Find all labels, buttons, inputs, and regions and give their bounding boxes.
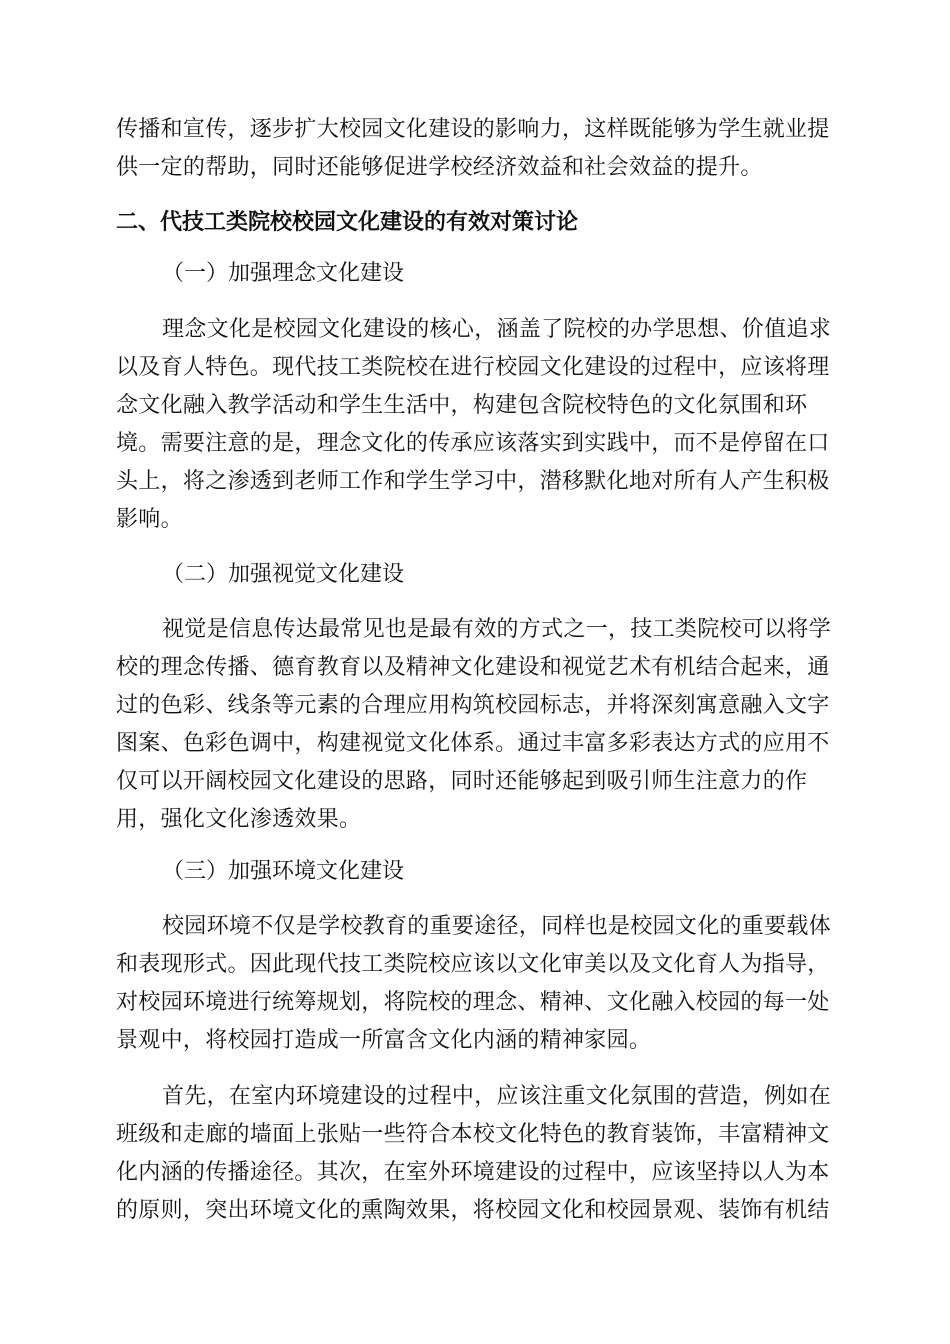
subsection-1-title: （一）加强理念文化建设 (162, 261, 405, 286)
text-line: 校园环境不仅是学校教育的重要途径，同样也是校园文化的重要载体 (162, 914, 832, 939)
subsection-3-body (116, 908, 832, 1060)
subsection-3-title: （三）加强环境文化建设 (162, 859, 405, 884)
text-line: 化内涵的传播途径。其次，在室外环境建设的过程中，应该坚持以人为本 (116, 1160, 830, 1185)
subsection-2-body (116, 611, 832, 839)
subsection-3-title-block (116, 853, 832, 891)
text-line: 理念文化是校园文化建设的核心，涵盖了院校的办学思想、价值追求 (162, 317, 832, 342)
text-line: 校的理念传播、德育教育以及精神文化建设和视觉艺术有机结合起来，通 (116, 655, 830, 680)
subsection-1-title-block (116, 255, 832, 293)
text-line: 仅可以开阔校园文化建设的思路，同时还能够起到吸引师生注意力的作 (116, 769, 808, 794)
text-line: 图案、色彩色调中，构建视觉文化体系。通过丰富多彩表达方式的应用不 (116, 731, 830, 756)
text-line: 传播和宣传，逐步扩大校园文化建设的影响力，这样既能够为学生就业提 (116, 117, 830, 142)
text-line: 对校园环境进行统筹规划，将院校的理念、精神、文化融入校园的每一处 (116, 990, 830, 1015)
section-heading-block (116, 203, 832, 241)
text-line: 首先，在室内环境建设的过程中，应该注重文化氛围的营造，例如在 (162, 1084, 832, 1109)
text-line: 以及育人特色。现代技工类院校在进行校园文化建设的过程中，应该将理 (116, 355, 830, 380)
text-line: 景观中，将校园打造成一所富含文化内涵的精神家园。 (116, 1028, 652, 1053)
text-line: 过的色彩、线条等元素的合理应用构筑校园标志，并将深刻寓意融入文字 (116, 693, 830, 718)
text-line: 视觉是信息传达最常见也是最有效的方式之一，技工类院校可以将学 (162, 617, 832, 642)
text-line: 班级和走廊的墙面上张贴一些符合本校文化特色的教育装饰，丰富精神文 (116, 1122, 830, 1147)
text-line: 的原则，突出环境文化的熏陶效果，将校园文化和校园景观、装饰有机结 (116, 1198, 830, 1223)
section-heading: 二、代技工类院校校园文化建设的有效对策讨论 (116, 209, 579, 235)
subsection-1-body (116, 311, 832, 539)
text-line: 头上，将之渗透到老师工作和学生学习中，潜移默化地对所有人产生积极 (116, 469, 830, 494)
text-line: 影响。 (116, 507, 183, 532)
text-line: 和表现形式。因此现代技工类院校应该以文化审美以及文化育人为指导， (116, 952, 830, 977)
text-line: 用，强化文化渗透效果。 (116, 807, 362, 832)
text-line: 境。需要注意的是，理念文化的传承应该落实到实践中，而不是停留在口 (116, 431, 830, 456)
subsection-2-title: （二）加强视觉文化建设 (162, 562, 405, 587)
text-line: 念文化融入教学活动和学生生活中，构建包含院校特色的文化氛围和环 (116, 393, 808, 418)
paragraph-top (116, 111, 832, 187)
subsection-2-title-block (116, 556, 832, 594)
text-line: 供一定的帮助，同时还能够促进学校经济效益和社会效益的提升。 (116, 155, 763, 180)
paragraph-last (116, 1078, 832, 1230)
